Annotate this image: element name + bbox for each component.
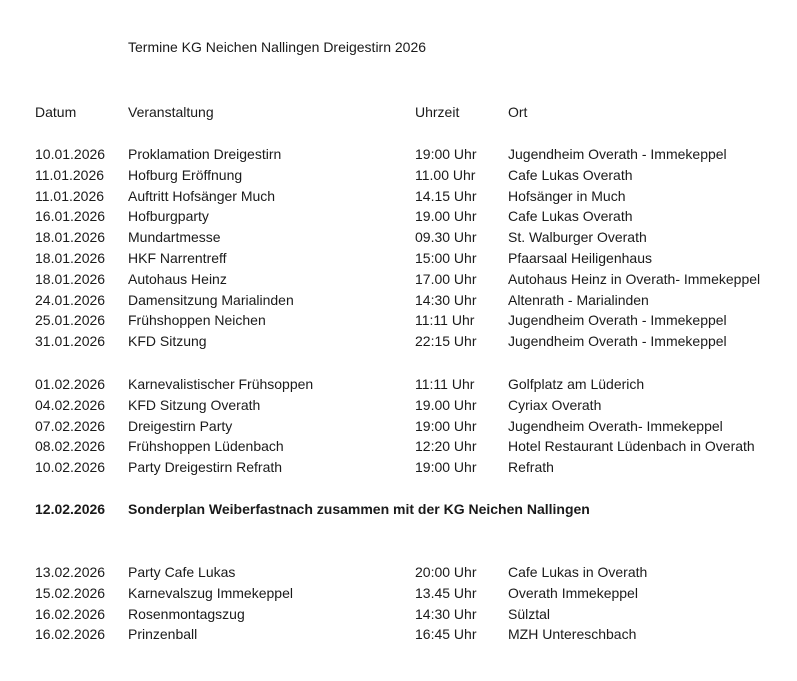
cell-place: Sülztal	[508, 605, 551, 622]
cell-place: Jugendheim Overath - Immekeppel	[508, 333, 727, 350]
cell-place: Altenrath - Marialinden	[508, 291, 649, 308]
cell-place: Cyriax Overath	[508, 396, 602, 413]
cell-time: 19:00 Uhr	[415, 417, 477, 434]
header-event: Veranstaltung	[128, 104, 214, 120]
cell-time: 19.00 Uhr	[415, 396, 477, 413]
cell-place: Refrath	[508, 459, 554, 476]
table-row	[0, 186, 797, 207]
cell-date: 16.02.2026	[35, 626, 106, 643]
cell-time: 20:00 Uhr	[415, 564, 477, 580]
cell-place: MZH Untereschbach	[508, 626, 637, 643]
cell-date: 16.02.2026	[35, 605, 106, 622]
cell-event: Hofburgparty	[128, 208, 209, 225]
cell-date: 25.01.2026	[35, 312, 106, 329]
header-time: Uhrzeit	[415, 104, 460, 120]
cell-event: Mundartmesse	[128, 229, 221, 246]
cell-event: Party Dreigestirn Refrath	[128, 459, 283, 476]
table-row	[0, 269, 797, 290]
cell-date: 11.01.2026	[35, 166, 105, 183]
document-title: Termine KG Neichen Nallingen Dreigestirn 2026	[128, 39, 427, 55]
cell-time: 22:15 Uhr	[415, 333, 477, 350]
cell-date: 16.01.2026	[35, 208, 106, 225]
cell-time: 13.45 Uhr	[415, 584, 477, 601]
table-row	[0, 248, 797, 269]
cell-event: Karnevalistischer Frühsoppen	[128, 376, 314, 392]
cell-date: 18.01.2026	[35, 229, 106, 246]
cell-date: 01.02.2026	[35, 376, 106, 392]
special-event: Sonderplan Weiberfastnach zusammen mit der KG Neichen Nallingen	[128, 501, 590, 517]
table-row	[0, 562, 797, 583]
cell-date: 04.02.2026	[35, 396, 106, 413]
table-header	[0, 102, 797, 123]
cell-event: Karnevalszug Immekeppel	[128, 584, 293, 601]
cell-place: Cafe Lukas Overath	[508, 166, 633, 183]
cell-place: Jugendheim Overath - Immekeppel	[508, 312, 727, 329]
table-row	[0, 436, 797, 457]
cell-place: Jugendheim Overath- Immekeppel	[508, 417, 723, 434]
cell-time: 19:00 Uhr	[415, 459, 477, 476]
table-row	[0, 144, 797, 165]
cell-date: 08.02.2026	[35, 438, 106, 455]
cell-event: KFD Sitzung	[128, 333, 207, 350]
cell-time: 11.00 Uhr	[415, 166, 476, 183]
cell-date: 18.01.2026	[35, 250, 106, 266]
cell-event: KFD Sitzung Overath	[128, 396, 261, 413]
cell-date: 13.02.2026	[35, 564, 106, 580]
cell-date: 10.01.2026	[35, 146, 106, 162]
cell-time: 14.15 Uhr	[415, 187, 477, 204]
cell-time: 14:30 Uhr	[415, 291, 477, 308]
cell-date: 15.02.2026	[35, 584, 106, 601]
cell-date: 31.01.2026	[35, 333, 106, 350]
cell-event: Frühshoppen Lüdenbach	[128, 438, 284, 455]
table-row	[0, 227, 797, 248]
cell-event: HKF Narrentreff	[128, 250, 227, 266]
cell-date: 18.01.2026	[35, 270, 106, 287]
cell-event: Dreigestirn Party	[128, 417, 233, 434]
cell-event: Frühshoppen Neichen	[128, 312, 266, 329]
table-row	[0, 310, 797, 331]
cell-place: Hotel Restaurant Lüdenbach in Overath	[508, 438, 755, 455]
cell-place: Cafe Lukas in Overath	[508, 564, 648, 580]
table-row	[0, 604, 797, 625]
cell-event: Rosenmontagszug	[128, 605, 245, 622]
cell-time: 19.00 Uhr	[415, 208, 477, 225]
cell-place: Hofsänger in Much	[508, 187, 626, 204]
cell-place: Pfaarsaal Heiligenhaus	[508, 250, 652, 266]
cell-event: Prinzenball	[128, 626, 198, 643]
cell-place: Cafe Lukas Overath	[508, 208, 633, 225]
cell-place: Overath Immekeppel	[508, 584, 638, 601]
cell-date: 10.02.2026	[35, 459, 106, 476]
table-row	[0, 457, 797, 478]
header-date: Datum	[35, 104, 77, 120]
cell-time: 17.00 Uhr	[415, 270, 477, 287]
special-date: 12.02.2026	[35, 501, 106, 517]
table-row	[0, 374, 797, 395]
table-row	[0, 290, 797, 311]
cell-place: Autohaus Heinz in Overath- Immekeppel	[508, 270, 761, 287]
cell-event: Proklamation Dreigestirn	[128, 146, 282, 162]
cell-place: St. Walburger Overath	[508, 229, 647, 246]
cell-time: 16:45 Uhr	[415, 626, 477, 643]
cell-time: 15:00 Uhr	[415, 250, 477, 266]
table-row	[0, 165, 797, 186]
cell-event: Damensitzung Marialinden	[128, 291, 294, 308]
table-row	[0, 583, 797, 604]
cell-date: 24.01.2026	[35, 291, 106, 308]
cell-time: 19:00 Uhr	[415, 146, 477, 162]
cell-event: Hofburg Eröffnung	[128, 166, 243, 183]
cell-time: 11:11 Uhr	[415, 312, 475, 329]
special-row	[0, 499, 797, 520]
table-row	[0, 416, 797, 437]
cell-date: 07.02.2026	[35, 417, 106, 434]
cell-date: 11.01.2026	[35, 187, 105, 204]
header-place: Ort	[508, 104, 528, 120]
table-row	[0, 624, 797, 645]
table-row	[0, 331, 797, 352]
cell-place: Golfplatz am Lüderich	[508, 376, 645, 392]
cell-event: Autohaus Heinz	[128, 270, 227, 287]
table-row	[0, 206, 797, 227]
cell-time: 11:11 Uhr	[415, 376, 475, 392]
cell-event: Auftritt Hofsänger Much	[128, 187, 276, 204]
cell-event: Party Cafe Lukas	[128, 564, 236, 580]
cell-time: 14:30 Uhr	[415, 605, 477, 622]
cell-place: Jugendheim Overath - Immekeppel	[508, 146, 727, 162]
table-row	[0, 395, 797, 416]
cell-time: 12:20 Uhr	[415, 438, 477, 455]
cell-time: 09.30 Uhr	[415, 229, 477, 246]
